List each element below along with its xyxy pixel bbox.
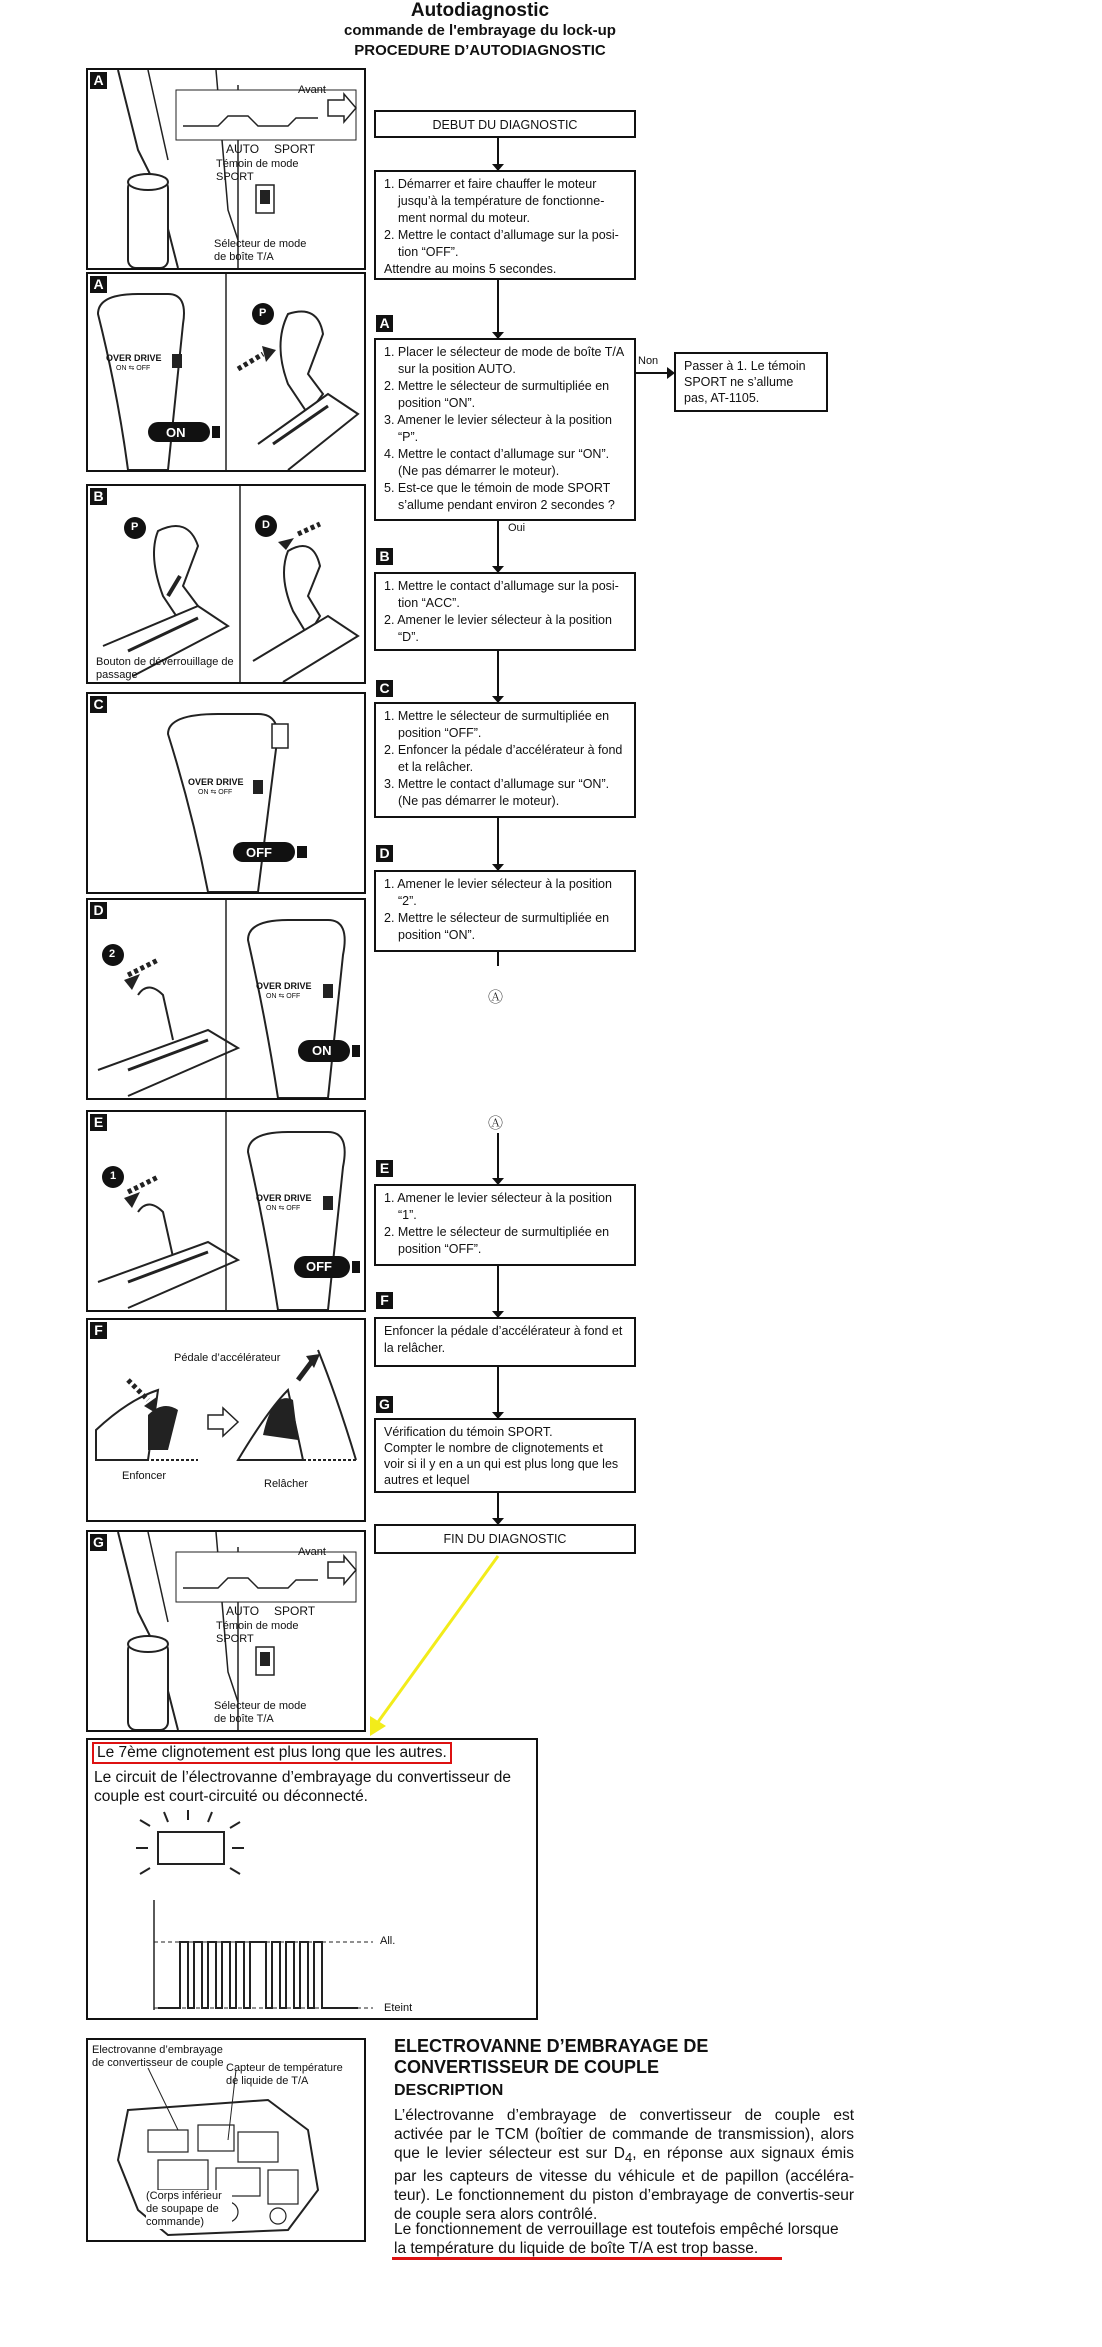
step-3-item: 1. Mettre le contact d’allumage sur la posi-tion “ACC”. [384, 579, 619, 610]
selecteur-label: Sélecteur de mode de boîte T/A [214, 238, 307, 263]
step-8-text: Compter le nombre de clignotements et voir si il y en a un qui est plus long que les autres et lequel [384, 1441, 619, 1487]
temoin-label: Témoin de mode SPORT [216, 158, 299, 183]
panel-a-mode-selector [86, 68, 366, 270]
off-badge: OFF [306, 1259, 332, 1274]
avant-label: Avant [298, 1546, 326, 1558]
panel-tag: A [90, 72, 107, 89]
end-box: FIN DU DIAGNOSTIC [374, 1524, 636, 1554]
on-badge: ON [166, 425, 186, 440]
auto-label: AUTO [226, 1604, 260, 1618]
description-subheading: DESCRIPTION [394, 2082, 504, 2099]
p-circle-label: P [131, 521, 139, 533]
description-heading-2: CONVERTISSEUR DE COUPLE [394, 2057, 660, 2077]
panel-g-mode-selector [86, 1530, 366, 1732]
panel-a-overdrive-on [86, 272, 366, 472]
step-box-1 [374, 170, 636, 280]
step-6-item: 1. Amener le levier sélecteur à la position “1”. [384, 1191, 612, 1222]
description-paragraph-2: Le fonctionnement de verrouillage est toutefois empêché lorsque [394, 2221, 839, 2238]
overdrive-label: OVER DRIVE [188, 777, 244, 787]
panel-tag: F [90, 1322, 107, 1339]
result-box [86, 1738, 538, 2020]
step-6-item: 2. Mettre le sélecteur de surmultipliée en position “OFF”. [384, 1225, 610, 1256]
step-label-f: F [376, 1292, 393, 1309]
sport-label: SPORT [274, 142, 316, 156]
panel-tag: A [90, 276, 107, 293]
page-subtitle: commande de l'embrayage du lock-up [344, 22, 616, 39]
result-text: Le circuit de l’électrovanne d’embrayage du convertisseur de couple est court-circuité ou déconnecté. [94, 1769, 512, 1805]
step-label-c: C [376, 680, 393, 697]
relacher-label: Relâcher [264, 1478, 309, 1490]
connector-a-top: Ⓐ [488, 986, 503, 1007]
no-label: Non [638, 355, 659, 367]
step-2-item: 4. Mettre le contact d’allumage sur “ON”. (Ne pas démarrer le moteur). [384, 447, 610, 478]
result-highlight: Le 7ème clignotement est plus long que les autres. [92, 1742, 452, 1764]
procedure-title: PROCEDURE D’AUTODIAGNOSTIC [354, 42, 606, 59]
description-text-1: L’électrovanne d’embrayage de convertisseur de couple est activée par le TCM (boîtier de commande de transmission), alors que le levier sélecteur est sur D [394, 2107, 854, 2162]
overdrive-label: OVER DRIVE [106, 353, 162, 363]
step-1-item: Attendre au moins 5 secondes. [384, 262, 557, 276]
pedal-illustration [88, 1320, 364, 1520]
shift-2-illustration [88, 900, 364, 1098]
step-1-item: 2. Mettre le contact d’allumage sur la posi-tion “OFF”. [384, 228, 619, 259]
step-3-item: 2. Amener le levier sélecteur à la position “D”. [384, 613, 612, 644]
onoff-label: ON ⇆ OFF [266, 993, 301, 1000]
step-2-item: 5. Est-ce que le témoin de mode SPORT s’allume pendant environ 2 secondes ? [384, 481, 615, 512]
panel-f-pedal [86, 1318, 366, 1522]
on-badge: ON [312, 1043, 332, 1058]
step-2-item: 3. Amener le levier sélecteur à la position “P”. [384, 413, 612, 444]
panel-tag: D [90, 902, 107, 919]
description-paragraph [394, 2106, 854, 2224]
description-text-2: , en réponse aux signaux émis par les capteurs de vitesse du véhicule et de papillon (accéléra-teur). Le fonctionnement du piston d’embrayage de convertis-seur de couple sera alors contrôlé. [394, 2145, 854, 2224]
all-label: All. [380, 1935, 396, 1947]
panel-tag: B [90, 488, 107, 505]
panel-d-shift-2 [86, 898, 366, 1100]
connector-a-bottom: Ⓐ [488, 1112, 503, 1133]
shift-1-illustration [88, 1112, 364, 1310]
step-label-d: D [376, 845, 393, 862]
yes-label: Oui [508, 522, 526, 534]
component-label-solenoid: Electrovanne d’embrayage de convertisseur de couple [92, 2044, 224, 2069]
step-2-item: 2. Mettre le sélecteur de surmultipliée en position “ON”. [384, 379, 610, 410]
eteint-label: Eteint [384, 2002, 413, 2014]
selecteur-label: Sélecteur de mode de boîte T/A [214, 1700, 307, 1725]
component-panel [86, 2038, 366, 2242]
step-8-title: Vérification du témoin SPORT. [384, 1425, 553, 1439]
sport-label: SPORT [274, 1604, 316, 1618]
component-label-sensor: Capteur de température de liquide de T/A [226, 2062, 343, 2087]
description-heading-1: ELECTROVANNE D’EMBRAYAGE DE [394, 2036, 709, 2056]
panel-c-overdrive-off [86, 692, 366, 894]
step-box-3 [374, 572, 636, 651]
panel-tag: E [90, 1114, 107, 1131]
step-label-e: E [376, 1160, 393, 1177]
onoff-label: ON ⇆ OFF [198, 789, 233, 796]
enfoncer-label: Enfoncer [122, 1470, 167, 1482]
p-circle-label: P [259, 307, 267, 319]
onoff-label: ON ⇆ OFF [266, 1205, 301, 1212]
d-circle-label: D [262, 519, 270, 531]
component-label-body: (Corps inférieur de soupape de commande) [146, 2190, 232, 2229]
step-box-7: Enfoncer la pédale d’accélérateur à fond et la relâcher. [374, 1317, 636, 1367]
no-branch-line [636, 372, 670, 374]
yellow-pointer-line [378, 1556, 498, 1722]
step-label-a: A [376, 315, 393, 332]
step-5-item: 2. Mettre le sélecteur de surmultipliée en position “ON”. [384, 911, 610, 942]
panel-tag: C [90, 696, 107, 713]
step-1-item: 1. Démarrer et faire chauffer le moteur jusqu’à la température de fonctionne-ment normal du moteur. [384, 177, 605, 225]
two-circle-label: 2 [109, 948, 116, 960]
panel-b-shift [86, 484, 366, 684]
step-2-item: 1. Placer le sélecteur de mode de boîte T/A sur la position AUTO. [384, 345, 624, 376]
step-label-g: G [376, 1396, 393, 1413]
yellow-pointer-head [370, 1716, 386, 1736]
temoin-label: Témoin de mode SPORT [216, 1620, 299, 1645]
description-paragraph-3: la température du liquide de boîte T/A est trop basse. [394, 2240, 759, 2257]
one-circle-label: 1 [110, 1170, 117, 1182]
step-box-5 [374, 870, 636, 952]
red-underline [392, 2257, 782, 2260]
auto-label: AUTO [226, 142, 260, 156]
step-box-4 [374, 702, 636, 818]
description-sub-4: 4 [625, 2150, 633, 2166]
overdrive-label: OVER DRIVE [256, 1193, 312, 1203]
no-result-box: Passer à 1. Le témoin SPORT ne s’allume pas, AT-1105. [674, 352, 828, 412]
blink-diagram [88, 1740, 536, 2018]
onoff-label: ON ⇆ OFF [116, 365, 151, 372]
pedale-label: Pédale d’accélérateur [174, 1352, 281, 1364]
step-box-8 [374, 1418, 636, 1493]
step-5-item: 1. Amener le levier sélecteur à la position “2”. [384, 877, 612, 908]
step-4-item: 3. Mettre le contact d’allumage sur “ON”. (Ne pas démarrer le moteur). [384, 777, 610, 808]
step-4-item: 2. Enfoncer la pédale d’accélérateur à fond et la relâcher. [384, 743, 623, 774]
start-box: DEBUT DU DIAGNOSTIC [374, 110, 636, 138]
off-badge: OFF [246, 845, 272, 860]
shift-illustration [88, 486, 364, 682]
step-box-6 [374, 1184, 636, 1266]
step-label-b: B [376, 548, 393, 565]
page-title: Autodiagnostic [410, 0, 550, 21]
step-box-2 [374, 338, 636, 521]
avant-label: Avant [298, 84, 326, 96]
panel-e-shift-1 [86, 1110, 366, 1312]
bouton-label: Bouton de déverrouillage de passage [96, 656, 234, 681]
panel-tag: G [90, 1534, 107, 1551]
step-4-item: 1. Mettre le sélecteur de surmultipliée en position “OFF”. [384, 709, 610, 740]
overdrive-label: OVER DRIVE [256, 981, 312, 991]
